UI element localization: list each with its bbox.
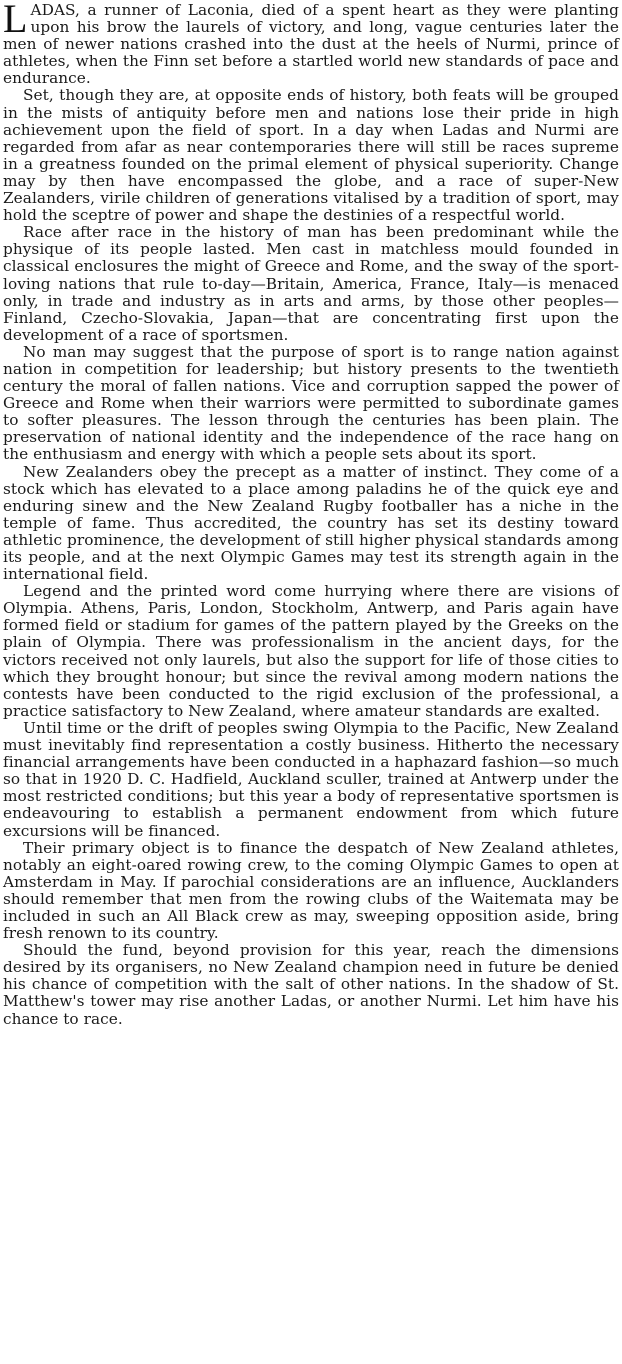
article-body bbox=[3, 2, 619, 1028]
paragraph-1 bbox=[3, 2, 619, 87]
drop-cap: L bbox=[3, 0, 28, 41]
paragraph-1-text: ADAS, a runner of Laconia, died of a spent heart as they were planting upon his brow the laurels of victory, and long, vague centuries later the men of newer nations crashed into the dust at the heels of Nurmi, prince of athletes, when the Finn set before a startled world new standards of pace and endurance. bbox=[3, 1, 619, 88]
paragraph-5: New Zealanders obey the precept as a matter of instinct. They come of a stock which has elevated to a place among paladins he of the quick eye and enduring sinew and the New Zealand Rugby footballer has a niche in the temple of fame. Thus accredited, the country has set its destiny toward athletic prominence, the development of still higher physical standards among its people, and at the next Olympic Games may test its strength again in the international field. bbox=[3, 462, 619, 584]
paragraph-7: Until time or the drift of peoples swing Olympia to the Pacific, New Zealand must inevitably find representation a costly business. Hitherto the necessary financial arrangements have been conducted in a haphazard fashion—so much so that in 1920 D. C. Hadfield, Auckland sculler, trained at Antwerp under the most restricted conditions; but this year a body of representative sportsmen is endeavouring to establish a permanent endowment from which future excursions will be financed. bbox=[3, 718, 619, 840]
paragraph-9: Should the fund, beyond provision for this year, reach the dimensions desired by its organisers, no New Zealand champion need in future be denied his chance of competition with the salt of other nations. In the shadow of St. Matthew's tower may rise another Ladas, or another Nurmi. Let him have his chance to race. bbox=[3, 941, 619, 1028]
paragraph-8: Their primary object is to finance the despatch of New Zealand athletes, notably an eight-oared rowing crew, to the coming Olympic Games to open at Amsterdam in May. If parochial considerations are an influence, Aucklanders should remember that men from the rowing clubs of the Waitemata may be included in such an All Black crew as may, sweeping opposition aside, bring fresh renown to its country. bbox=[3, 838, 619, 943]
paragraph-3: Race after race in the history of man has been predominant while the physique of its people lasted. Men cast in matchless mould founded in classical enclosures the might of Greece and Rome, and the sway of the sport-loving nations that rule to-day—Britain, America, France, Italy—is menaced only, in trade and industry as in arts and arms, by those other peoples—Finland, Czecho-Slovakia, Japan—that are concentrating first upon the development of a race of sportsmen. bbox=[3, 223, 619, 344]
paragraph-4: No man may suggest that the purpose of sport is to range nation against nation in competition for leadership; but history presents to the twentieth century the moral of fallen nations. Vice and corruption sapped the power of Greece and Rome when their warriors were permitted to subordinate games to softer pleasures. The lesson through the centuries has been plain. The preservation of national identity and the independence of the race hang on the enthusiasm and energy with which a people sets about its sport. bbox=[3, 342, 619, 464]
paragraph-2: Set, though they are, at opposite ends of history, both feats will be grouped in the mists of antiquity before men and nations lose their pride in high achievement upon the field of sport. In a day when Ladas and Nurmi are regarded from afar as near contemporaries there will still be races supreme in a greatness founded on the primal element of physical superiority. Change may by then have encompassed the globe, and a race of super-New Zealanders, virile children of generations vitalised by a tradition of sport, may hold the sceptre of power and shape the destinies of a respectful world. bbox=[3, 86, 619, 225]
paragraph-6: Legend and the printed word come hurrying where there are visions of Olympia. Athens, Paris, London, Stockholm, Antwerp, and Paris again have formed field or stadium for games of the pattern played by the Greeks on the plain of Olympia. There was professionalism in the ancient days, for the victors received not only laurels, but also the support for life of those cities to which they brought honour; but since the revival among modern nations the contests have been conducted to the rigid exclusion of the professional, a practice satisfactory to New Zealand, where amateur standards are exalted. bbox=[3, 582, 619, 720]
